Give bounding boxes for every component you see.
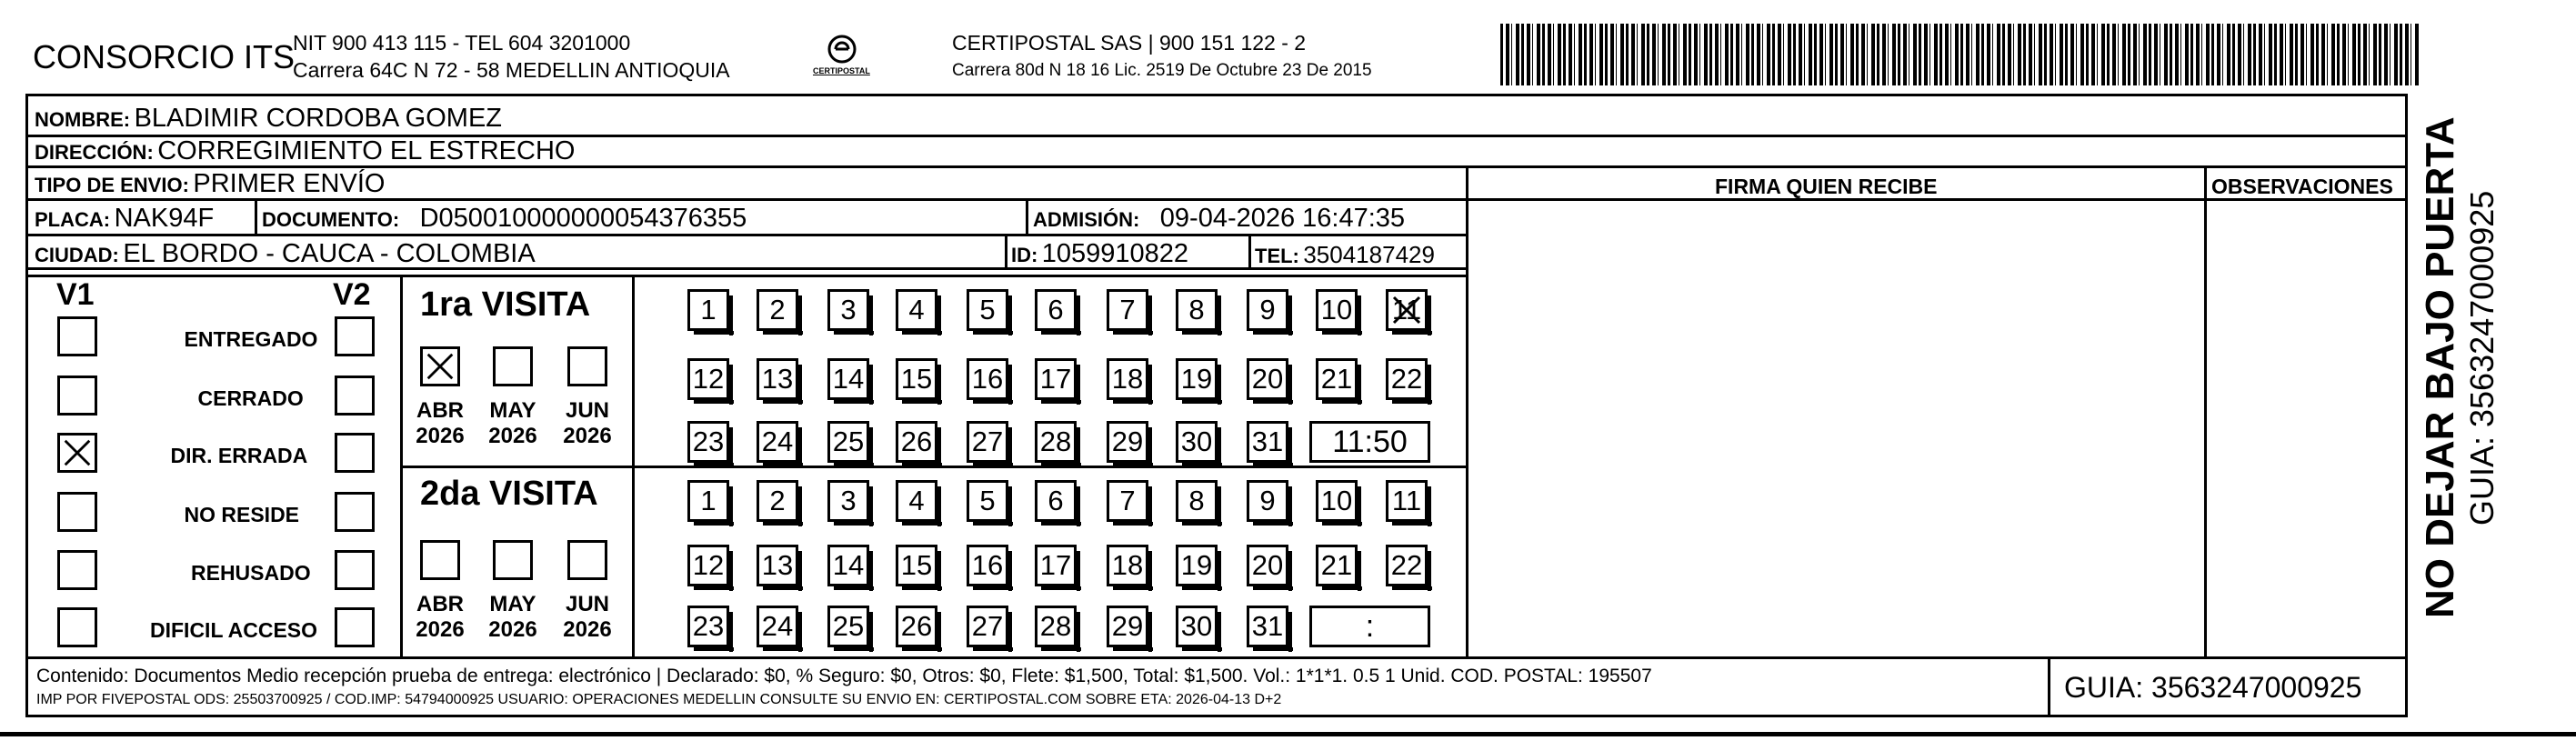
second-visit-day-5[interactable]: 5 — [967, 480, 1008, 522]
observaciones-label: OBSERVACIONES — [2211, 175, 2393, 198]
firma-label: FIRMA QUIEN RECIBE — [1715, 175, 1938, 198]
side-guia: GUIA: 3563247000925 — [2463, 190, 2501, 526]
no-dejar-warning: NO DEJAR BAJO PUERTA — [2418, 116, 2462, 618]
direccion-row — [35, 138, 575, 165]
first-visit-day-28[interactable]: 28 — [1035, 421, 1077, 463]
second-visit-day-12[interactable]: 12 — [687, 545, 729, 586]
second-visit-day-29[interactable]: 29 — [1107, 606, 1148, 647]
first-visit-day-15[interactable]: 15 — [896, 358, 937, 400]
first-visit-day-11[interactable]: 11 — [1386, 289, 1428, 331]
tipo-value: PRIMER ENVÍO — [193, 169, 386, 198]
v2-label: V2 — [333, 277, 371, 312]
first-visit-day-1[interactable]: 1 — [687, 289, 729, 331]
placa-value: NAK94F — [114, 204, 215, 233]
second-visit-day-26[interactable]: 26 — [896, 606, 937, 647]
admision-label: ADMISIÓN: — [1033, 208, 1140, 231]
second-visit-day-19[interactable]: 19 — [1176, 545, 1218, 586]
second-visit-day-15[interactable]: 15 — [896, 545, 937, 586]
second-visit-day-23[interactable]: 23 — [687, 606, 729, 647]
first-visit-day-12[interactable]: 12 — [687, 358, 729, 400]
first-visit-day-6[interactable]: 6 — [1035, 289, 1077, 331]
tel-label: TEL: — [1255, 245, 1299, 267]
documento-label: DOCUMENTO: — [262, 208, 400, 231]
second-visit-day-28[interactable]: 28 — [1035, 606, 1077, 647]
second-visit-day-22[interactable]: 22 — [1386, 545, 1428, 586]
documento-row — [262, 205, 747, 232]
second-visit-label: 2da VISITA — [420, 475, 598, 513]
first-visit-label: 1ra VISITA — [420, 285, 591, 324]
status-label-dificil-acceso: DIFICIL ACCESO — [150, 618, 318, 642]
company-address: Carrera 64C N 72 - 58 MEDELLIN ANTIOQUIA — [293, 58, 730, 82]
placa-label: PLACA: — [35, 208, 111, 231]
v1-checkbox-rehusado[interactable] — [57, 550, 97, 590]
first-visit-day-30[interactable]: 30 — [1176, 421, 1218, 463]
second-visit-day-6[interactable]: 6 — [1035, 480, 1077, 522]
tipo-row — [35, 171, 385, 197]
first-visit-day-24[interactable]: 24 — [757, 421, 798, 463]
side-text — [2415, 0, 2506, 627]
second-visit-day-20[interactable]: 20 — [1247, 545, 1288, 586]
id-label: ID: — [1011, 244, 1038, 266]
first-visit-day-19[interactable]: 19 — [1176, 358, 1218, 400]
second-visit-day-2[interactable]: 2 — [757, 480, 798, 522]
second-visit-day-31[interactable]: 31 — [1247, 606, 1288, 647]
v1-checkbox-no-reside[interactable] — [57, 492, 97, 532]
guia-box: GUIA: 3563247000925 — [2064, 671, 2362, 704]
v1-checkbox-dir-errada[interactable] — [57, 433, 97, 473]
second-visit-day-18[interactable]: 18 — [1107, 545, 1148, 586]
second-visit-month-box-abr[interactable] — [420, 540, 460, 580]
second-visit-month-box-may[interactable] — [493, 540, 533, 580]
first-visit-day-16[interactable]: 16 — [967, 358, 1008, 400]
footer-info-line: IMP POR FIVEPOSTAL ODS: 25503700925 / COD.IMP: 54794000925 USUARIO: OPERACIONES MEDELLIN CONSULTE SU ENVIO EN: CERTIPOSTAL.COM SOBRE ETA: 2026-04-13 D+2 — [36, 692, 1282, 707]
second-visit-day-14[interactable]: 14 — [827, 545, 869, 586]
second-visit-day-21[interactable]: 21 — [1316, 545, 1358, 586]
first-visit-day-21[interactable]: 21 — [1316, 358, 1358, 400]
second-visit-day-11[interactable]: 11 — [1386, 480, 1428, 522]
first-visit-day-3[interactable]: 3 — [827, 289, 869, 331]
id-row — [1011, 241, 1188, 267]
first-visit-day-17[interactable]: 17 — [1035, 358, 1077, 400]
v2-checkbox-cerrado[interactable] — [335, 376, 375, 416]
tel-row — [1255, 243, 1435, 266]
direccion-label: DIRECCIÓN: — [35, 141, 154, 164]
second-visit-day-9[interactable]: 9 — [1247, 480, 1288, 522]
footer-content-line: Contenido: Documentos Medio recepción prueba de entrega: electrónico | Declarado: $0, % Seguro: $0, Otros: $0, Flete: $1,500, Total: $1,500. Vol.: 1*1*1. 0.5 1 Unid. COD. POSTAL: 195507 — [36, 666, 1652, 686]
first-visit-day-10[interactable]: 10 — [1316, 289, 1358, 331]
second-visit-day-17[interactable]: 17 — [1035, 545, 1077, 586]
status-label-entregado: ENTREGADO — [184, 327, 318, 351]
id-value: 1059910822 — [1041, 239, 1189, 268]
second-visit-day-3[interactable]: 3 — [827, 480, 869, 522]
status-label-dir-errada: DIR. ERRADA — [170, 444, 308, 467]
second-visit-month-label-jun: JUN 2026 — [563, 592, 612, 642]
second-visit-day-8[interactable]: 8 — [1176, 480, 1218, 522]
first-visit-day-8[interactable]: 8 — [1176, 289, 1218, 331]
certipostal-line2: Carrera 80d N 18 16 Lic. 2519 De Octubre 23 De 2015 — [952, 61, 1372, 80]
direccion-value: CORREGIMIENTO EL ESTRECHO — [157, 136, 576, 165]
nombre-row — [35, 105, 502, 132]
v1-checkbox-dificil-acceso[interactable] — [57, 607, 97, 647]
first-visit-month-box-jun[interactable] — [567, 346, 607, 386]
first-visit-day-7[interactable]: 7 — [1107, 289, 1148, 331]
first-visit-day-23[interactable]: 23 — [687, 421, 729, 463]
first-visit-day-26[interactable]: 26 — [896, 421, 937, 463]
second-visit-day-7[interactable]: 7 — [1107, 480, 1148, 522]
v1-checkbox-cerrado[interactable] — [57, 376, 97, 416]
first-visit-day-14[interactable]: 14 — [827, 358, 869, 400]
barcode — [1500, 24, 2421, 85]
documento-value: D050010000000054376355 — [419, 204, 747, 233]
first-visit-time-field[interactable]: 11:50 — [1309, 421, 1430, 463]
certipostal-line1: CERTIPOSTAL SAS | 900 151 122 - 2 — [952, 31, 1307, 55]
second-visit-month-label-may: MAY 2026 — [488, 592, 537, 642]
admision-value: 09-04-2026 16:47:35 — [1159, 204, 1406, 233]
status-label-rehusado: REHUSADO — [191, 561, 311, 585]
first-visit-day-13[interactable]: 13 — [757, 358, 798, 400]
second-visit-day-1[interactable]: 1 — [687, 480, 729, 522]
second-visit-day-25[interactable]: 25 — [827, 606, 869, 647]
first-visit-month-label-jun: JUN 2026 — [563, 398, 612, 448]
nit-line: NIT 900 413 115 - TEL 604 3201000 — [293, 31, 631, 55]
first-visit-month-label-abr: ABR 2026 — [416, 398, 465, 448]
v1-label: V1 — [56, 277, 95, 312]
first-visit-day-4[interactable]: 4 — [896, 289, 937, 331]
second-visit-day-16[interactable]: 16 — [967, 545, 1008, 586]
bottom-rule — [0, 732, 2576, 736]
status-label-no-reside: NO RESIDE — [184, 503, 300, 526]
first-visit-month-box-abr[interactable] — [420, 346, 460, 386]
second-visit-day-13[interactable]: 13 — [757, 545, 798, 586]
v2-checkbox-entregado[interactable] — [335, 316, 375, 356]
v2-checkbox-no-reside[interactable] — [335, 492, 375, 532]
second-visit-day-24[interactable]: 24 — [757, 606, 798, 647]
first-visit-day-29[interactable]: 29 — [1107, 421, 1148, 463]
placa-row — [35, 205, 214, 232]
second-visit-day-27[interactable]: 27 — [967, 606, 1008, 647]
logo-caption: CERTIPOSTAL — [813, 66, 870, 75]
first-visit-day-20[interactable]: 20 — [1247, 358, 1288, 400]
nombre-value: BLADIMIR CORDOBA GOMEZ — [134, 104, 503, 133]
v2-checkbox-rehusado[interactable] — [335, 550, 375, 590]
certipostal-logo — [806, 31, 878, 85]
v2-checkbox-dificil-acceso[interactable] — [335, 607, 375, 647]
v2-checkbox-dir-errada[interactable] — [335, 433, 375, 473]
v1-checkbox-entregado[interactable] — [57, 316, 97, 356]
first-visit-day-18[interactable]: 18 — [1107, 358, 1148, 400]
tel-value: 3504187429 — [1303, 241, 1435, 268]
second-visit-day-4[interactable]: 4 — [896, 480, 937, 522]
ciudad-value: EL BORDO - CAUCA - COLOMBIA — [123, 239, 536, 268]
ciudad-label: CIUDAD: — [35, 244, 119, 266]
nombre-label: NOMBRE: — [35, 108, 131, 131]
second-visit-month-box-jun[interactable] — [567, 540, 607, 580]
status-label-cerrado: CERRADO — [197, 386, 304, 410]
company-name: CONSORCIO ITS — [33, 38, 296, 75]
second-visit-day-30[interactable]: 30 — [1176, 606, 1218, 647]
second-visit-month-label-abr: ABR 2026 — [416, 592, 465, 642]
first-visit-day-25[interactable]: 25 — [827, 421, 869, 463]
ciudad-row — [35, 241, 536, 267]
first-visit-day-5[interactable]: 5 — [967, 289, 1008, 331]
first-visit-month-label-may: MAY 2026 — [488, 398, 537, 448]
first-visit-day-9[interactable]: 9 — [1247, 289, 1288, 331]
second-visit-day-10[interactable]: 10 — [1316, 480, 1358, 522]
admision-row — [1033, 205, 1405, 232]
tipo-label: TIPO DE ENVIO: — [35, 174, 189, 196]
first-visit-day-2[interactable]: 2 — [757, 289, 798, 331]
first-visit-month-box-may[interactable] — [493, 346, 533, 386]
second-visit-time-field[interactable]: : — [1309, 606, 1430, 647]
first-visit-day-27[interactable]: 27 — [967, 421, 1008, 463]
first-visit-day-31[interactable]: 31 — [1247, 421, 1288, 463]
first-visit-day-22[interactable]: 22 — [1386, 358, 1428, 400]
